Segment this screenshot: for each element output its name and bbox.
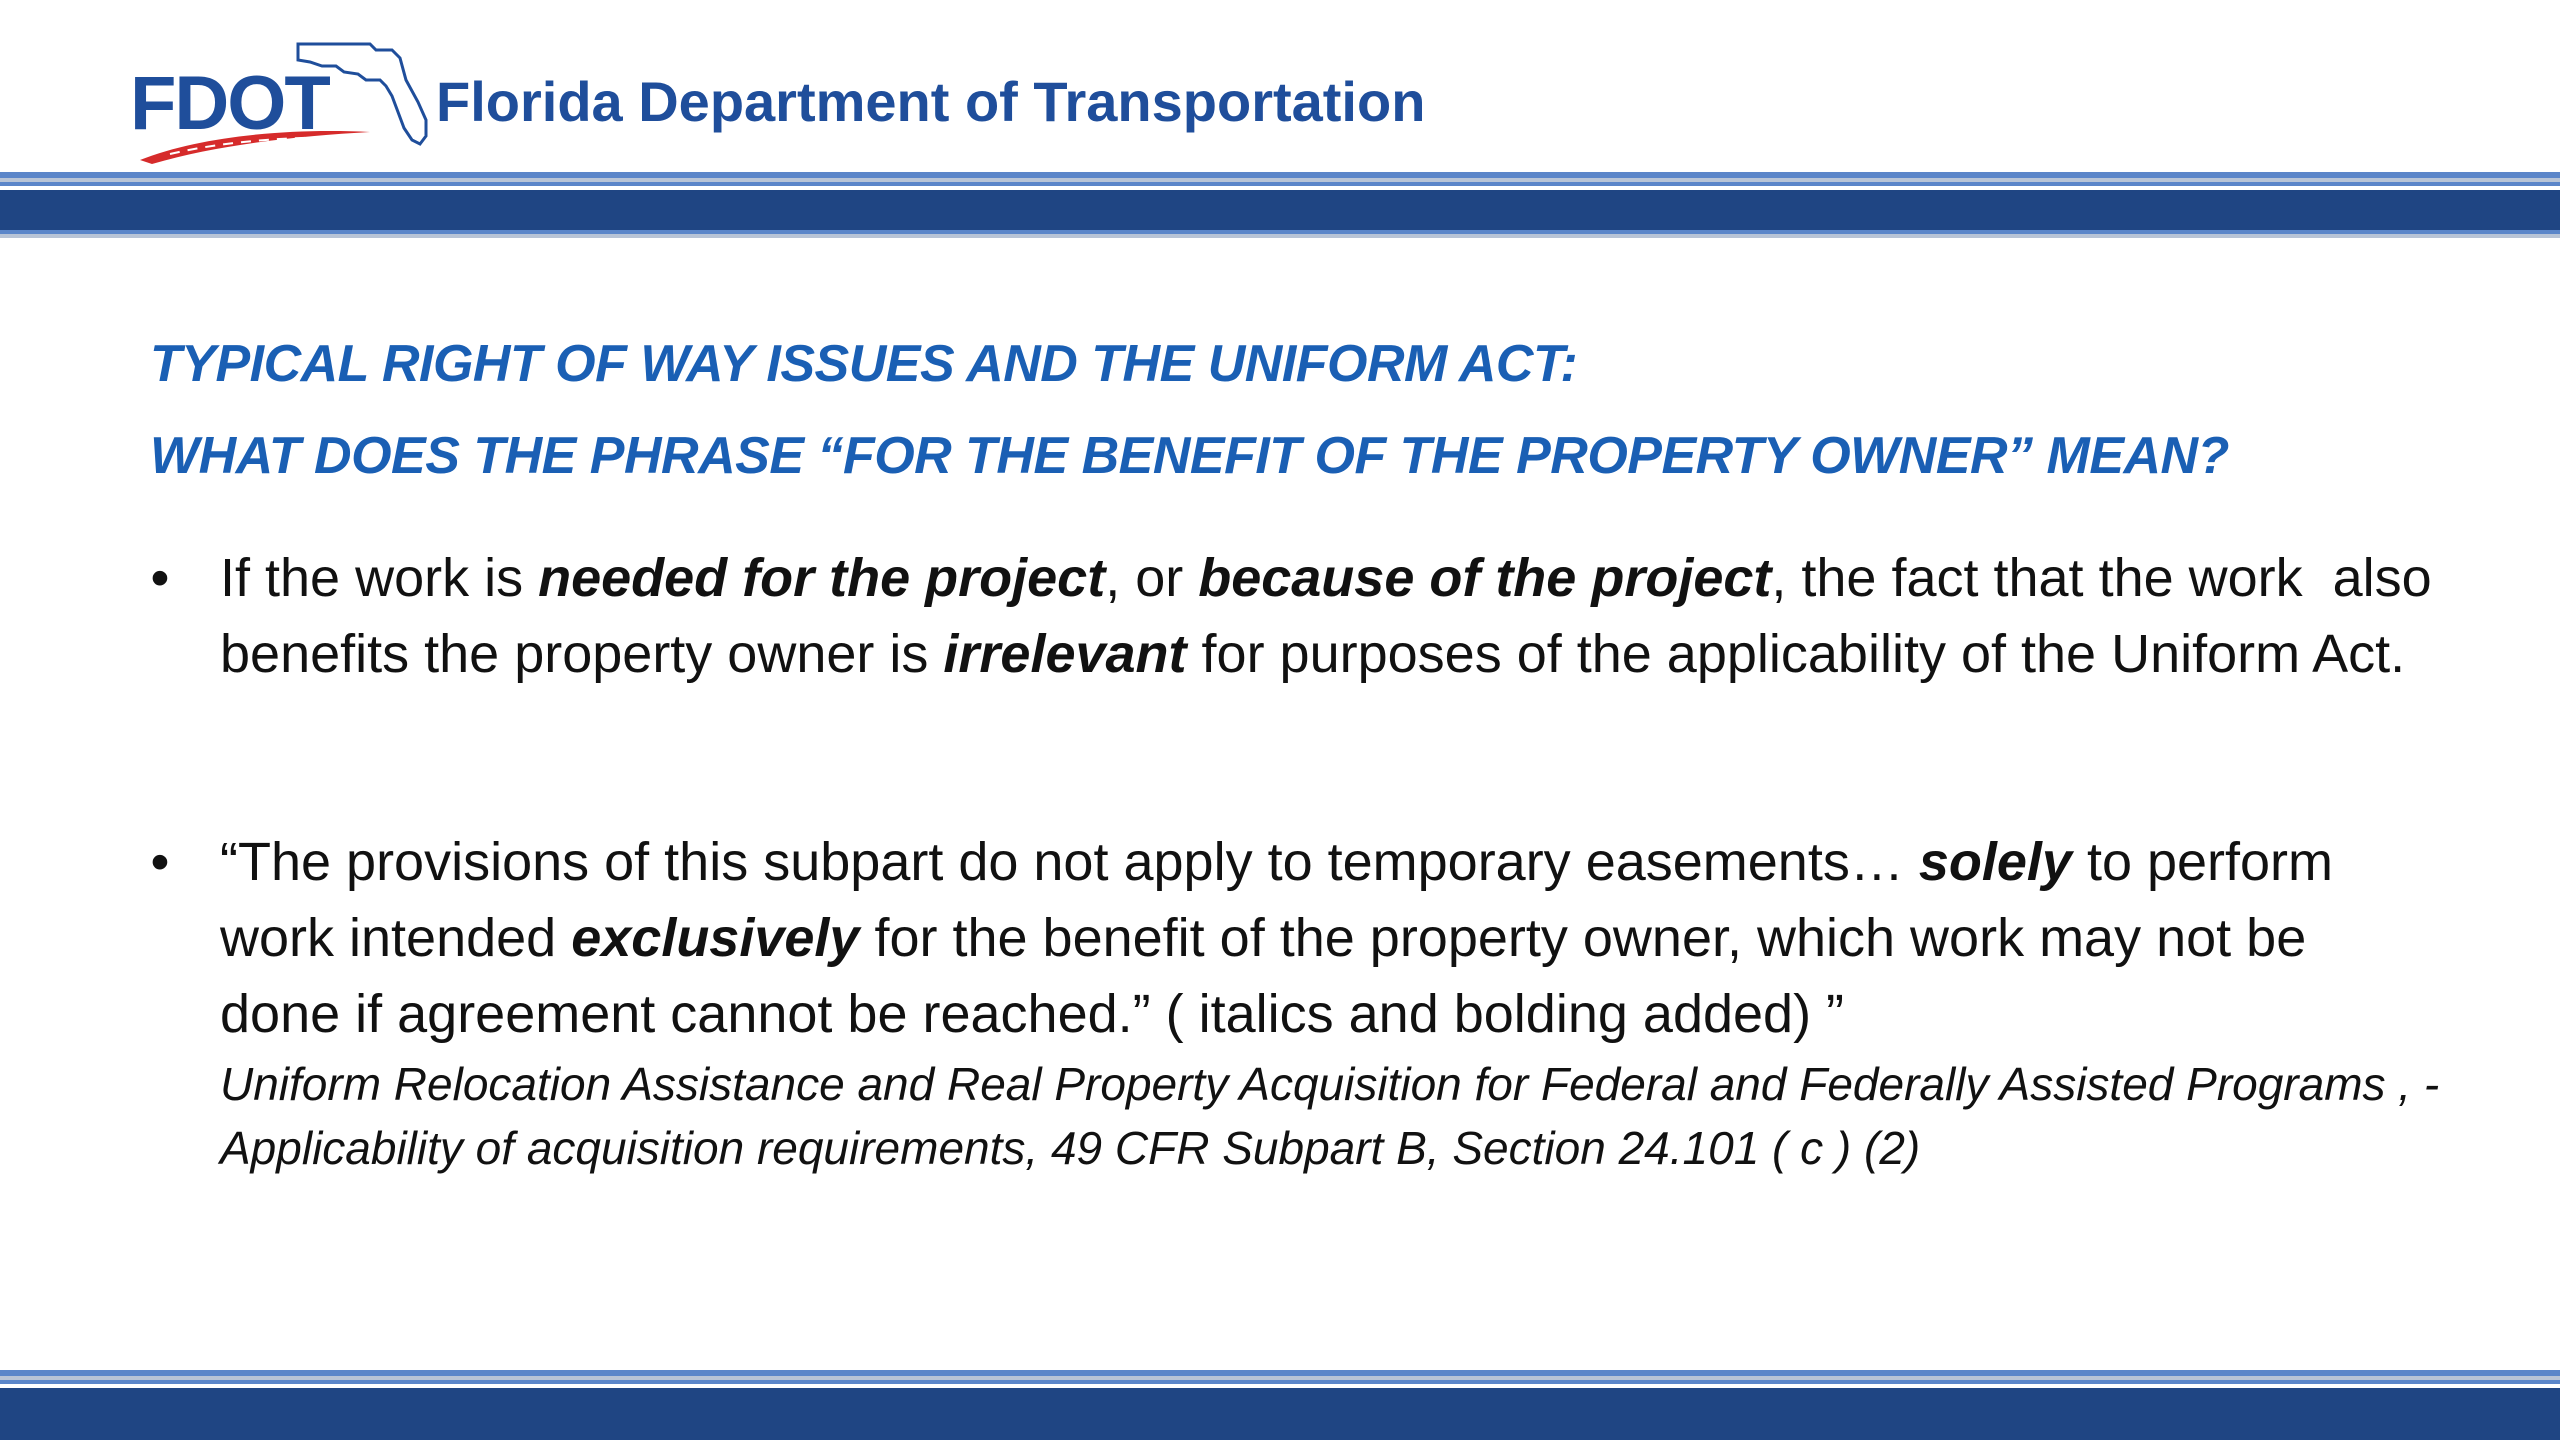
text-run: “The provisions of this subpart do not apply to temporary easements… [220,832,1919,892]
fdot-logo-icon [130,36,430,166]
citation: Uniform Relocation Assistance and Real Property Acquisition for Federal and Federally Assisted Programs , - Applicability of acquisition requirements, 49 CFR Subpart B, Section 24.101 ( c ) (2) [220,1058,2440,1174]
title-line-2: WHAT DOES THE PHRASE “FOR THE BENEFIT OF THE PROPERTY OWNER” MEAN? [150,427,2229,485]
text-run: for the benefit of the property owner, which work may not be done if agreement cannot be reached.” ( italics and bolding added) ” [220,908,2307,1044]
title-line-1: TYPICAL RIGHT OF WAY ISSUES AND THE UNIFORM ACT: [150,335,1578,393]
text-run: , the fact that the work also benefits the property owner is [220,548,2432,684]
text-run: to perform work intended [220,832,2334,968]
emphasis-run: exclusively [571,908,860,968]
footer-band [0,1370,2560,1440]
emphasis-run: needed for the project [538,548,1106,608]
text-run: If the work is [220,548,539,608]
logo-text: FDOT [130,61,329,146]
bullet-text [220,832,2333,1044]
bullet-marker: • [150,548,170,608]
bullet-text [220,548,2432,684]
bullet-item-1 [140,540,2440,692]
header-band [0,172,2560,244]
bullet-marker: • [150,832,170,892]
emphasis-run: irrelevant [943,624,1187,684]
header [0,0,2560,170]
slide-title [150,318,2450,502]
emphasis-run: because of the project [1198,548,1772,608]
text-run: , or [1105,548,1199,608]
bullet-item-2 [140,824,2440,1180]
emphasis-run: solely [1918,832,2072,892]
organization-name: Florida Department of Transportation [436,70,1426,133]
text-run: for purposes of the applicability of the Uniform Act. [1186,624,2406,684]
slide-body [140,540,2440,1180]
